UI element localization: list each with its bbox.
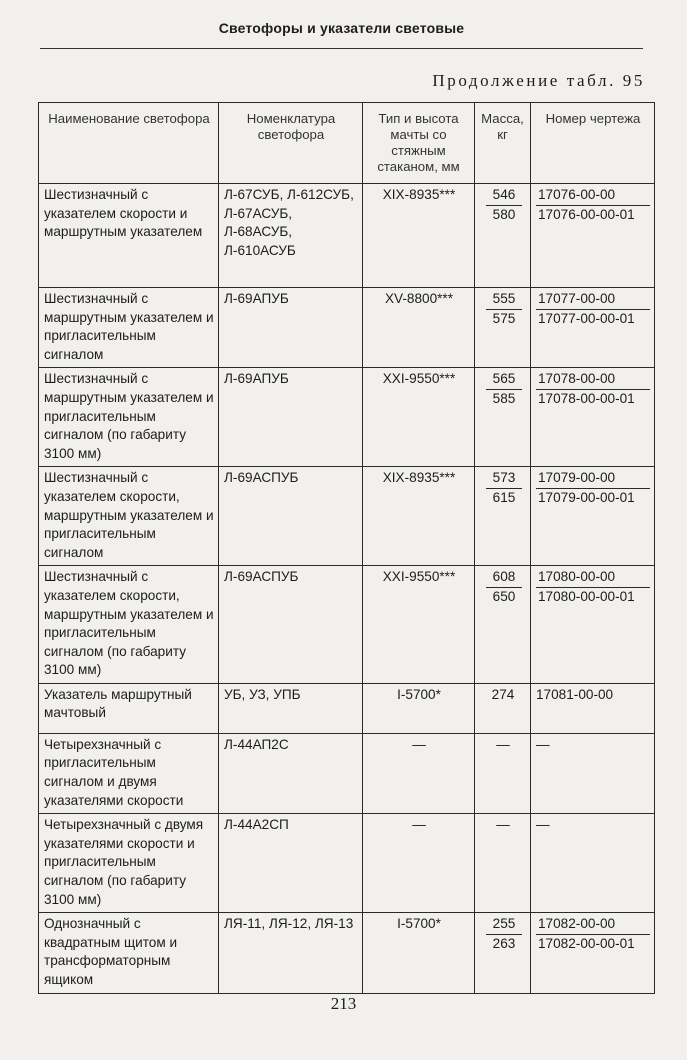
mass-cell bbox=[475, 733, 531, 813]
mass-value: 585 bbox=[492, 390, 516, 406]
signal-nomenclature: Л-69АПУБ bbox=[219, 368, 363, 467]
mass-value: 565 bbox=[486, 370, 522, 390]
signal-nomenclature: Л-69АСПУБ bbox=[219, 566, 363, 684]
mass-value: 608 bbox=[486, 568, 522, 588]
mast-type: — bbox=[363, 814, 475, 913]
signal-nomenclature: Л-67СУБ, Л-612СУБ, Л-67АСУБ, Л-68АСУБ, Л-610АСУБ bbox=[219, 184, 363, 288]
table-row bbox=[39, 814, 655, 913]
header-mass: Масса, кг bbox=[475, 103, 531, 184]
signal-name: Указатель маршрутный мачтовый bbox=[39, 683, 219, 733]
mass-cell bbox=[475, 288, 531, 368]
drawing-cell bbox=[531, 814, 655, 913]
mass-value: 274 bbox=[491, 686, 515, 702]
mast-type: I-5700* bbox=[363, 683, 475, 733]
table-row bbox=[39, 467, 655, 566]
table-row bbox=[39, 368, 655, 467]
signal-name: Шестизначный с указателем скорости, маршрутным указателем и пригласительным сигналом (по габариту 3100 мм) bbox=[39, 566, 219, 684]
signal-name: Однозначный с квадратным щитом и трансформаторным ящиком bbox=[39, 913, 219, 993]
mass-value: 555 bbox=[486, 290, 522, 310]
drawing-number: 17076-00-00 bbox=[536, 186, 650, 206]
mass-value: 573 bbox=[486, 469, 522, 489]
mass-cell bbox=[475, 913, 531, 993]
signal-nomenclature: Л-44АП2С bbox=[219, 733, 363, 813]
mass-value: — bbox=[496, 817, 510, 833]
drawing-number: 17080-00-00-01 bbox=[538, 588, 635, 604]
header-name: Наименование светофора bbox=[39, 103, 219, 184]
drawing-number: 17082-00-00 bbox=[536, 915, 650, 935]
header-mast: Тип и высота мачты со стяжным стаканом, мм bbox=[363, 103, 475, 184]
drawing-cell bbox=[531, 368, 655, 467]
header-nomenclature: Номенклатура светофора bbox=[219, 103, 363, 184]
drawing-cell bbox=[531, 683, 655, 733]
mast-type: XIX-8935*** bbox=[363, 467, 475, 566]
drawing-cell bbox=[531, 566, 655, 684]
mass-cell bbox=[475, 184, 531, 288]
mass-cell bbox=[475, 814, 531, 913]
drawing-number: 17078-00-00 bbox=[536, 370, 650, 390]
signal-nomenclature: ЛЯ-11, ЛЯ-12, ЛЯ-13 bbox=[219, 913, 363, 993]
drawing-number: 17081-00-00 bbox=[536, 686, 614, 702]
table-row bbox=[39, 184, 655, 288]
signal-name: Четырехзначный с двумя указателями скорости и пригласительным сигналом (по габариту 3100 мм) bbox=[39, 814, 219, 913]
table-row bbox=[39, 733, 655, 813]
mass-cell bbox=[475, 566, 531, 684]
drawing-cell bbox=[531, 733, 655, 813]
header-rule bbox=[40, 48, 643, 49]
mass-cell bbox=[475, 368, 531, 467]
mass-cell bbox=[475, 467, 531, 566]
mass-value: 546 bbox=[486, 186, 522, 206]
drawing-cell bbox=[531, 913, 655, 993]
mass-value: 263 bbox=[492, 935, 516, 951]
mass-cell bbox=[475, 683, 531, 733]
signal-name: Шестизначный с указателем скорости, маршрутным указателем и пригласительным сигналом bbox=[39, 467, 219, 566]
running-head: Светофоры и указатели световые bbox=[218, 20, 465, 36]
mast-type: — bbox=[363, 733, 475, 813]
drawing-cell bbox=[531, 288, 655, 368]
mass-value: 255 bbox=[486, 915, 522, 935]
drawing-number: 17080-00-00 bbox=[536, 568, 650, 588]
drawing-cell bbox=[531, 467, 655, 566]
drawing-cell bbox=[531, 184, 655, 288]
mass-value: — bbox=[496, 736, 510, 752]
signal-name: Четырехзначный с пригласительным сигналом и двумя указателями скорости bbox=[39, 733, 219, 813]
drawing-number: 17079-00-00-01 bbox=[538, 489, 635, 505]
table-header-row bbox=[39, 103, 655, 184]
mass-value: 580 bbox=[492, 206, 516, 222]
page-number: 213 bbox=[330, 994, 357, 1013]
mast-type: XXI-9550*** bbox=[363, 368, 475, 467]
mast-type: I-5700* bbox=[363, 913, 475, 993]
drawing-number: 17078-00-00-01 bbox=[538, 390, 635, 406]
mass-value: 575 bbox=[492, 310, 516, 326]
signal-name: Шестизначный с маршрутным указателем и пригласительным сигналом bbox=[39, 288, 219, 368]
header-drawing: Номер чертежа bbox=[531, 103, 655, 184]
mast-type: XIX-8935*** bbox=[363, 184, 475, 288]
drawing-number: 17082-00-00-01 bbox=[538, 935, 635, 951]
signal-name: Шестизначный с маршрутным указателем и пригласительным сигналом (по габариту 3100 мм) bbox=[39, 368, 219, 467]
mast-type: XXI-9550*** bbox=[363, 566, 475, 684]
signal-nomenclature: УБ, УЗ, УПБ bbox=[219, 683, 363, 733]
drawing-number: 17076-00-00-01 bbox=[538, 206, 635, 222]
table-row bbox=[39, 913, 655, 993]
signal-nomenclature: Л-69АСПУБ bbox=[219, 467, 363, 566]
signals-table bbox=[38, 102, 655, 994]
drawing-number: 17077-00-00 bbox=[536, 290, 650, 310]
table-continuation-label: Продолжение табл. 95 bbox=[432, 71, 645, 90]
mast-type: XV-8800*** bbox=[363, 288, 475, 368]
table-row bbox=[39, 683, 655, 733]
drawing-number: — bbox=[536, 817, 550, 833]
table-row bbox=[39, 288, 655, 368]
signal-name: Шестизначный с указателем скорости и маршрутным указателем bbox=[39, 184, 219, 288]
drawing-number: — bbox=[536, 736, 550, 752]
drawing-number: 17077-00-00-01 bbox=[538, 310, 635, 326]
signal-nomenclature: Л-44А2СП bbox=[219, 814, 363, 913]
table-row bbox=[39, 566, 655, 684]
drawing-number: 17079-00-00 bbox=[536, 469, 650, 489]
signal-nomenclature: Л-69АПУБ bbox=[219, 288, 363, 368]
mass-value: 615 bbox=[492, 489, 516, 505]
mass-value: 650 bbox=[492, 588, 516, 604]
